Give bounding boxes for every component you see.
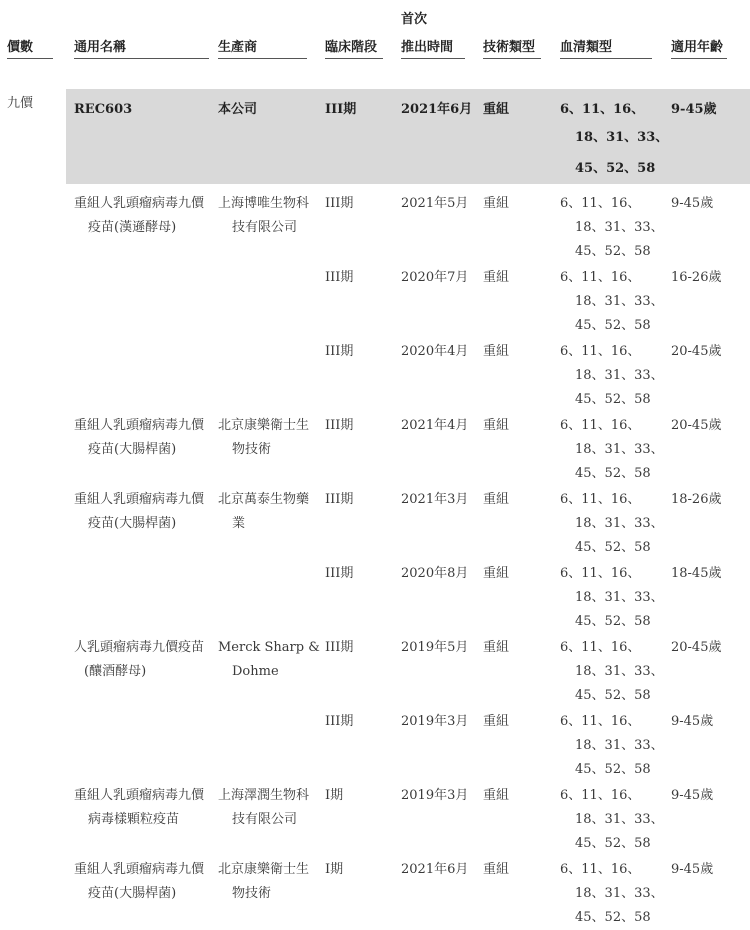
header-underline-generic-name [74, 58, 209, 59]
cell-tech-type: 重組 [483, 714, 510, 729]
cell-serotype: 18、31、33、 [575, 886, 664, 901]
cell-serotype: 6、11、16、 [560, 102, 645, 117]
header-age: 適用年齡 [671, 40, 724, 55]
cell-clinical-stage: III期 [325, 714, 354, 729]
cell-launch-time: 2020年4月 [401, 344, 469, 359]
header-serotype: 血清類型 [560, 40, 613, 55]
cell-serotype: 18、31、33、 [575, 516, 664, 531]
cell-clinical-stage: III期 [325, 640, 354, 655]
cell-generic-name: 疫苗(漢遜酵母) [88, 220, 177, 235]
cell-launch-time: 2019年3月 [401, 714, 469, 729]
header-clinical-stage: 臨床階段 [325, 40, 378, 55]
cell-manufacturer: 技有限公司 [232, 812, 298, 827]
cell-serotype: 18、31、33、 [575, 130, 669, 145]
cell-generic-name: 重組人乳頭瘤病毒九價 [74, 492, 205, 507]
cell-generic-name: 重組人乳頭瘤病毒九價 [74, 196, 205, 211]
cell-age: 18-26歲 [671, 492, 722, 507]
cell-manufacturer: 上海博唯生物科 [218, 196, 310, 211]
cell-manufacturer: 北京康樂衛士生 [218, 418, 310, 433]
cell-generic-name: 病毒樣顆粒疫苗 [88, 812, 180, 827]
cell-serotype: 45、52、58 [575, 614, 651, 629]
cell-manufacturer: Merck Sharp & [218, 640, 320, 655]
cell-manufacturer: 業 [232, 516, 246, 531]
header-underline-tech-type [483, 58, 541, 59]
cell-age: 20-45歲 [671, 640, 722, 655]
header-underline-launch-time [401, 58, 465, 59]
cell-tech-type: 重組 [483, 102, 510, 117]
header-underline-serotype [560, 58, 652, 59]
cell-age: 9-45歲 [671, 862, 714, 877]
cell-manufacturer: 本公司 [218, 102, 258, 117]
cell-serotype: 45、52、58 [575, 688, 651, 703]
cell-serotype: 45、52、58 [575, 910, 651, 925]
cell-tech-type: 重組 [483, 788, 510, 803]
cell-clinical-stage: III期 [325, 418, 354, 433]
header-underline-age [671, 58, 727, 59]
cell-generic-name: 重組人乳頭瘤病毒九價 [74, 788, 205, 803]
cell-launch-time: 2019年3月 [401, 788, 469, 803]
cell-clinical-stage: I期 [325, 862, 344, 877]
cell-age: 20-45歲 [671, 418, 722, 433]
header-underline-valency [7, 58, 53, 59]
cell-launch-time: 2021年6月 [401, 102, 473, 117]
cell-manufacturer: 北京康樂衛士生 [218, 862, 310, 877]
cell-age: 9-45歲 [671, 714, 714, 729]
cell-clinical-stage: I期 [325, 788, 344, 803]
cell-serotype: 18、31、33、 [575, 294, 664, 309]
cell-age: 9-45歲 [671, 788, 714, 803]
cell-clinical-stage: III期 [325, 270, 354, 285]
cell-serotype: 45、52、58 [575, 318, 651, 333]
cell-generic-name: REC603 [74, 102, 133, 117]
cell-serotype: 18、31、33、 [575, 590, 664, 605]
cell-serotype: 18、31、33、 [575, 220, 664, 235]
cell-serotype: 6、11、16、 [560, 492, 641, 507]
header-manufacturer: 生產商 [218, 40, 258, 55]
cell-serotype: 6、11、16、 [560, 344, 641, 359]
cell-serotype: 45、52、58 [575, 762, 651, 777]
cell-serotype: 6、11、16、 [560, 862, 641, 877]
cell-manufacturer: 上海澤潤生物科 [218, 788, 310, 803]
header-launch-time-line2: 推出時間 [401, 40, 454, 55]
cell-tech-type: 重組 [483, 640, 510, 655]
cell-age: 16-26歲 [671, 270, 722, 285]
cell-age: 9-45歲 [671, 196, 714, 211]
cell-serotype: 6、11、16、 [560, 714, 641, 729]
cell-serotype: 18、31、33、 [575, 738, 664, 753]
header-generic-name: 通用名稱 [74, 40, 127, 55]
cell-serotype: 45、52、58 [575, 161, 656, 176]
cell-clinical-stage: III期 [325, 492, 354, 507]
header-launch-time-line1: 首次 [401, 12, 428, 27]
header-valency: 價數 [7, 40, 34, 55]
cell-tech-type: 重組 [483, 418, 510, 433]
cell-manufacturer: Dohme [232, 664, 279, 679]
header-underline-clinical-stage [325, 58, 383, 59]
cell-tech-type: 重組 [483, 492, 510, 507]
cell-generic-name: 疫苗(大腸桿菌) [88, 442, 177, 457]
header-tech-type: 技術類型 [483, 40, 536, 55]
cell-launch-time: 2020年8月 [401, 566, 469, 581]
cell-tech-type: 重組 [483, 270, 510, 285]
cell-serotype: 45、52、58 [575, 392, 651, 407]
header-underline-manufacturer [218, 58, 307, 59]
cell-tech-type: 重組 [483, 344, 510, 359]
cell-generic-name: 重組人乳頭瘤病毒九價 [74, 418, 205, 433]
cell-serotype: 45、52、58 [575, 836, 651, 851]
cell-launch-time: 2021年4月 [401, 418, 469, 433]
cell-serotype: 6、11、16、 [560, 270, 641, 285]
cell-serotype: 18、31、33、 [575, 442, 664, 457]
cell-generic-name: 人乳頭瘤病毒九價疫苗 [74, 640, 205, 655]
cell-launch-time: 2021年5月 [401, 196, 469, 211]
group-label: 九價 [7, 96, 34, 111]
cell-launch-time: 2019年5月 [401, 640, 469, 655]
cell-age: 9-45歲 [671, 102, 717, 117]
cell-serotype: 6、11、16、 [560, 566, 641, 581]
cell-manufacturer: 物技術 [232, 442, 272, 457]
cell-clinical-stage: III期 [325, 566, 354, 581]
cell-age: 18-45歲 [671, 566, 722, 581]
cell-serotype: 6、11、16、 [560, 418, 641, 433]
cell-serotype: 18、31、33、 [575, 368, 664, 383]
cell-serotype: 45、52、58 [575, 540, 651, 555]
cell-generic-name: (釀酒酵母) [84, 664, 147, 679]
cell-launch-time: 2020年7月 [401, 270, 469, 285]
cell-serotype: 18、31、33、 [575, 812, 664, 827]
cell-serotype: 18、31、33、 [575, 664, 664, 679]
cell-serotype: 45、52、58 [575, 466, 651, 481]
cell-clinical-stage: III期 [325, 102, 357, 117]
cell-tech-type: 重組 [483, 566, 510, 581]
cell-tech-type: 重組 [483, 196, 510, 211]
cell-generic-name: 重組人乳頭瘤病毒九價 [74, 862, 205, 877]
cell-clinical-stage: III期 [325, 196, 354, 211]
cell-manufacturer: 物技術 [232, 886, 272, 901]
cell-tech-type: 重組 [483, 862, 510, 877]
cell-age: 20-45歲 [671, 344, 722, 359]
cell-generic-name: 疫苗(大腸桿菌) [88, 516, 177, 531]
cell-manufacturer: 技有限公司 [232, 220, 298, 235]
cell-launch-time: 2021年3月 [401, 492, 469, 507]
cell-serotype: 6、11、16、 [560, 196, 641, 211]
cell-launch-time: 2021年6月 [401, 862, 469, 877]
cell-generic-name: 疫苗(大腸桿菌) [88, 886, 177, 901]
cell-clinical-stage: III期 [325, 344, 354, 359]
cell-serotype: 6、11、16、 [560, 788, 641, 803]
cell-manufacturer: 北京萬泰生物藥 [218, 492, 310, 507]
cell-serotype: 6、11、16、 [560, 640, 641, 655]
cell-serotype: 45、52、58 [575, 244, 651, 259]
